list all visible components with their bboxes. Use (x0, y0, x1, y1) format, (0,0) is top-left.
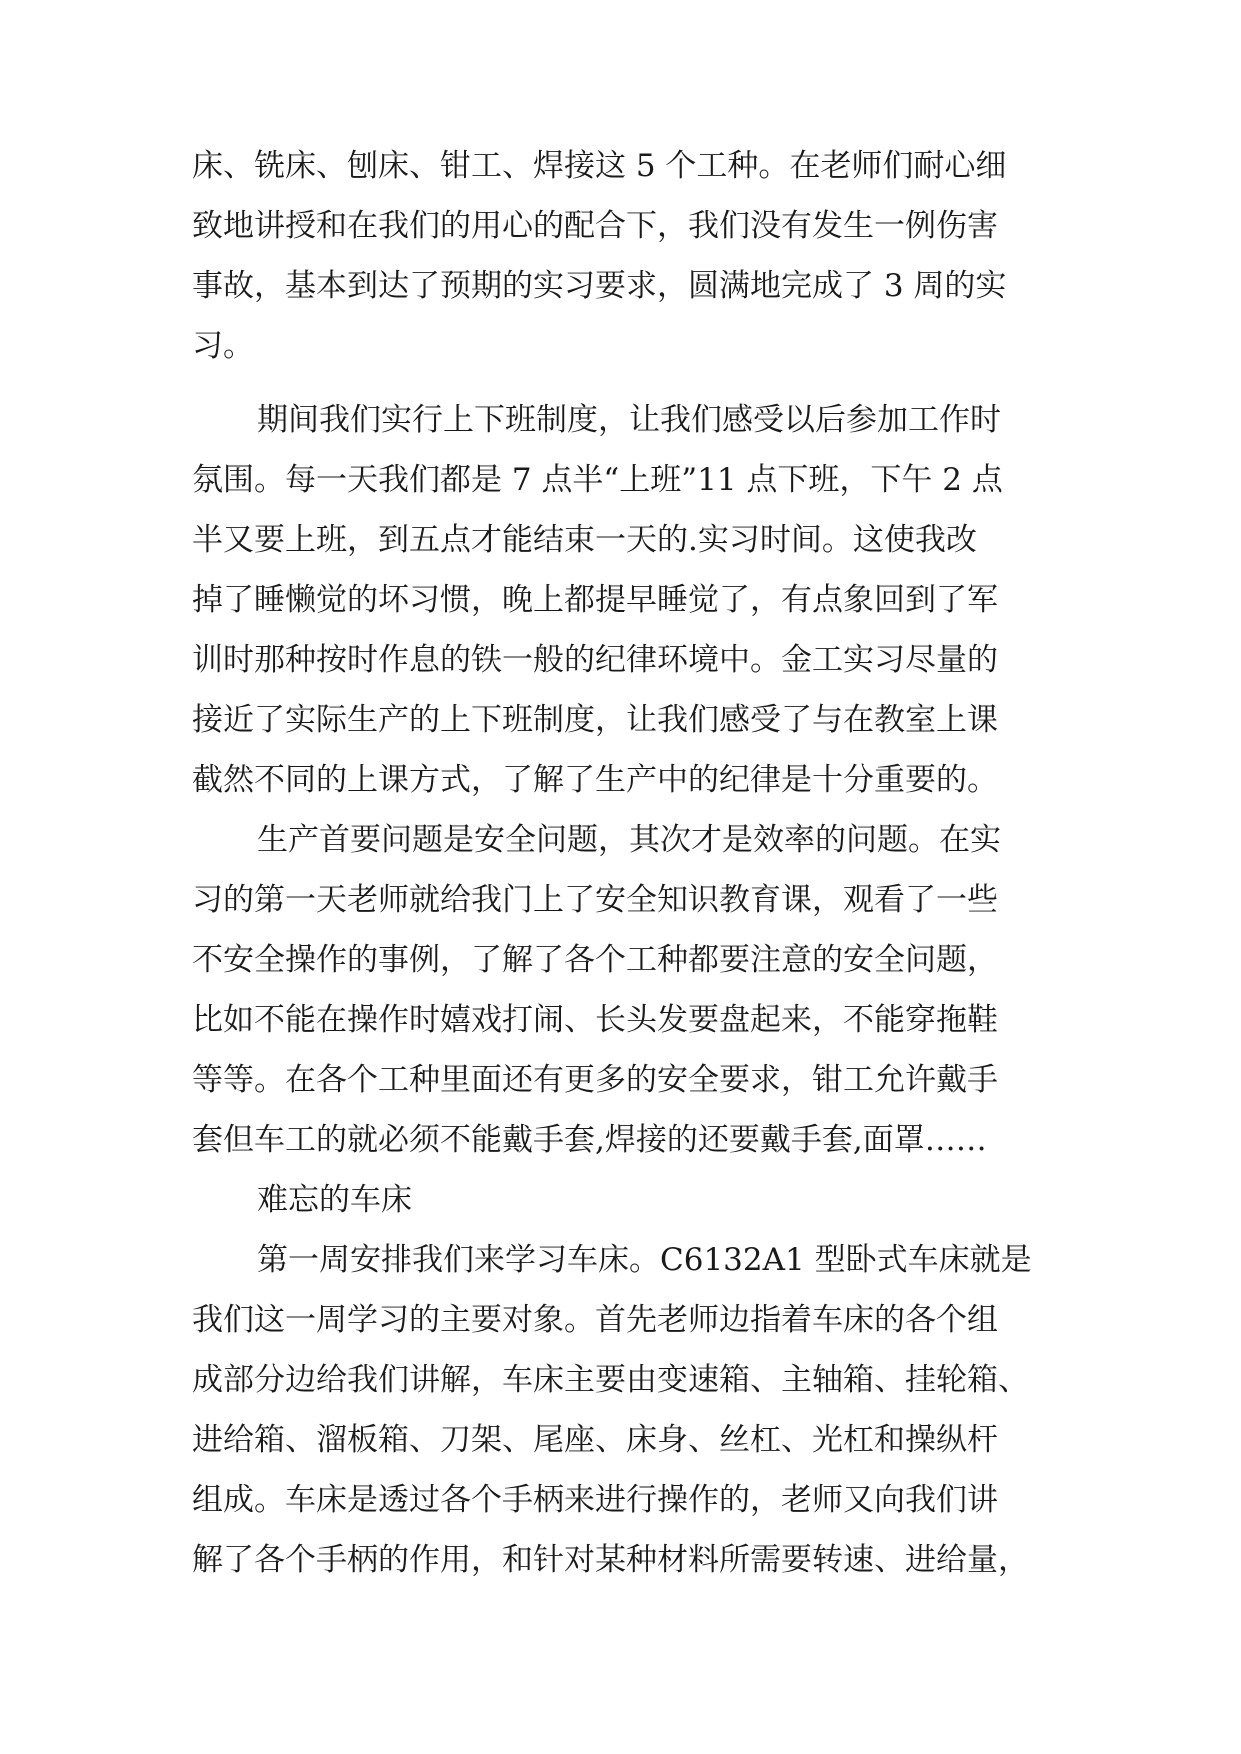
text-line: 床、铣床、刨床、钳工、焊接这 5 个工种。在老师们耐心细 (192, 148, 1007, 184)
text-line: 半又要上班，到五点才能结束一天的.实习时间。这使我改 (192, 522, 977, 558)
text-line: 组成。车床是透过各个手柄来进行操作的，老师又向我们讲 (192, 1482, 998, 1518)
text-line: 习的第一天老师就给我门上了安全知识教育课，观看了一些 (192, 882, 998, 918)
text-line: 比如不能在操作时嬉戏打闹、长头发要盘起来，不能穿拖鞋 (192, 1002, 998, 1038)
paragraph-first-line: 期间我们实行上下班制度，让我们感受以后参加工作时 (257, 402, 1001, 438)
text-line: 解了各个手柄的作用，和针对某种材料所需要转速、进给量， (192, 1542, 1029, 1578)
section-heading: 难忘的车床 (257, 1182, 412, 1218)
text-line: 套但车工的就必须不能戴手套,焊接的还要戴手套,面罩…… (192, 1122, 987, 1158)
text-line: 掉了睡懒觉的坏习惯，晚上都提早睡觉了，有点象回到了军 (192, 582, 998, 618)
text-line: 习。 (192, 328, 254, 364)
paragraph-first-line: 生产首要问题是安全问题，其次才是效率的问题。在实 (257, 822, 1001, 858)
text-line: 氛围。每一天我们都是 7 点半“上班”11 点下班，下午 2 点 (192, 462, 1003, 498)
text-line: 接近了实际生产的上下班制度，让我们感受了与在教室上课 (192, 702, 998, 738)
text-line: 截然不同的上课方式，了解了生产中的纪律是十分重要的。 (192, 762, 998, 798)
text-line: 致地讲授和在我们的用心的配合下，我们没有发生一例伤害 (192, 208, 998, 244)
text-line: 我们这一周学习的主要对象。首先老师边指着车床的各个组 (192, 1302, 998, 1338)
text-line: 进给箱、溜板箱、刀架、尾座、床身、丝杠、光杠和操纵杆 (192, 1422, 998, 1458)
text-line: 等等。在各个工种里面还有更多的安全要求，钳工允许戴手 (192, 1062, 998, 1098)
paragraph-first-line: 第一周安排我们来学习车床。C6132A1 型卧式车床就是 (257, 1242, 1032, 1278)
text-line: 不安全操作的事例，了解了各个工种都要注意的安全问题， (192, 942, 998, 978)
text-line: 事故，基本到达了预期的实习要求，圆满地完成了 3 周的实 (192, 268, 1007, 304)
text-line: 训时那种按时作息的铁一般的纪律环境中。金工实习尽量的 (192, 642, 998, 678)
text-line: 成部分边给我们讲解，车床主要由变速箱、主轴箱、挂轮箱、 (192, 1362, 1029, 1398)
